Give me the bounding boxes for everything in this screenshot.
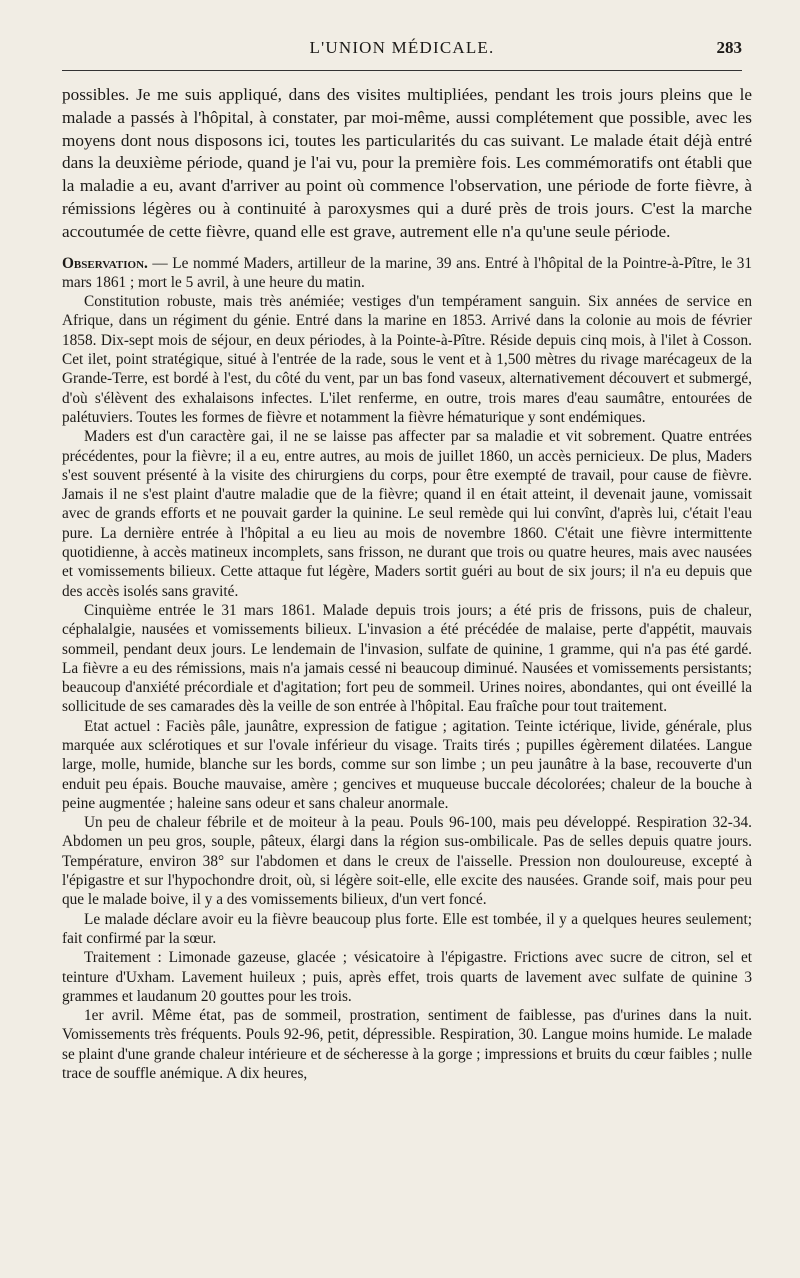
paragraph-history: Maders est d'un caractère gai, il ne se laisse pas affecter par sa maladie et vit sobrement. Quatre entrées précédentes, pour la fièvre; il a eu, entre autres, au mois de juillet 1860, un accès pernicieux. De plus, Maders s'est souvent présenté à la visite des chirurgiens du corps, pour être exempté de travail, pour cause de fièvre. Jamais il ne s'est plaint d'autre maladie que de la fièvre; quand il en était atteint, il devenait jaune, vomissait avec de grands efforts et ne pouvait garder la quinine. Le seul remède qui lui convînt, d'après lui, c'était l'eau pure. La dernière entrée à l'hôpital a eu lieu au mois de novembre 1860. C'était une fièvre intermittente quotidienne, à accès matineux incomplets, sans frisson, ne durant que trois ou quatre heures, mais avec nausées et vomissements bilieux. Cette attaque fut légère, Maders sortit guéri au bout de six jours; il n'a eu depuis que des accès isolés sans gravité. [62, 428, 752, 600]
page-body [62, 84, 752, 1268]
observation-text: — Le nommé Maders, artilleur de la marine, 39 ans. Entré à l'hôpital de la Pointre-à-Pître, le 31 mars 1861 ; mort le 5 avril, à une heure du matin. [62, 254, 752, 291]
paragraph-constitution: Constitution robuste, mais très anémiée; vestiges d'un tempérament sanguin. Six années de service en Afrique, dans un régiment du génie. Entré dans la marine en 1853. Arrivé dans la colonie au mois de février 1858. Dix-sept mois de séjour, en deux périodes, à la Pointe-à-Pître. Réside depuis cinq mois, à l'ilet à Cosson. Cet ilet, point stratégique, situé à l'entrée de la rade, sous le vent et à 1,500 mètres du rivage marécageux de la Grande-Terre, est bordé à l'est, du côté du vent, par un bas fond vaseux, alternativement découvert et submergé, d'où s'élèvent des exhalaisons infectes. L'ilet renferme, en outre, trois mares d'eau saumâtre, entourées de palétuviers. Toutes les formes de fièvre et notamment la fièvre hématurique y sont endémiques. [62, 293, 752, 426]
page-header [62, 38, 742, 66]
paragraph-fever: Un peu de chaleur fébrile et de moiteur à la peau. Pouls 96-100, mais peu développé. Respiration 32-34. Abdomen un peu gros, souple, pâteux, élargi dans la région sus-ombilicale. Pas de selles depuis quatre jours. Température, environ 38° sur l'abdomen et dans le creux de l'aisselle. Pression non douloureuse, excepté à l'épigastre et sur l'hypochondre droit, où, si légère soit-elle, elle excite des nausées. Grande soif, mais pour peu que le malade boive, il y a des vomissements bilieux, d'un vert foncé. [62, 814, 752, 909]
observation-label: Observation. [62, 254, 148, 272]
intro-paragraph: possibles. Je me suis appliqué, dans des visites multipliées, pendant les trois jours pleins que le malade a passés à l'hôpital, à constater, par moi-même, aussi complétement que possible, avec les moyens dont nous disposons ici, toutes les particularités du cas suivant. Le malade était déjà entré dans la deuxième période, quand je l'ai vu, pour la première fois. Les commémoratifs ont établi que la maladie a eu, avant d'arriver au point où commence l'observation, une période de forte fièvre, à rémissions légères ou à continuité à paroxysmes qui a duré près de trois jours. C'est la marche accoutumée de cette fièvre, quand elle est grave, autrement elle n'a qu'une seule période. [62, 85, 752, 241]
observation-heading-paragraph [62, 254, 752, 293]
paragraph-fifth-entry: Cinquième entrée le 31 mars 1861. Malade depuis trois jours; a été pris de frissons, puis de chaleur, céphalalgie, nausées et vomissements bilieux. L'invasion a été précédée de malaise, perte d'appétit, mauvais sommeil, pendant deux jours. Le lendemain de l'invasion, sulfate de quinine, 1 gramme, qui n'a pas été gardé. La fièvre a eu des rémissions, mais n'a jamais cessé ni beaucoup diminué. Nausées et vomissements persistants; beaucoup d'anxiété précordiale et d'agitation; fort peu de sommeil. Urines noires, abondantes, qui ont éveillé la sollicitude de ses camarades dès la veille de son entrée à l'hôpital. Eau fraîche pour tout traitement. [62, 601, 752, 716]
paragraph-april-first: 1er avril. Même état, pas de sommeil, prostration, sentiment de faiblesse, pas d'urines dans la nuit. Vomissements très fréquents. Pouls 92-96, petit, dépressible. Respiration, 30. Langue moins humide. Le malade se plaint d'une grande chaleur intérieure et de sécheresse à la gorge ; impressions et bruits du cœur faibles ; nulle trace de souffle anémique. A dix heures, [62, 1007, 752, 1083]
running-title: L'UNION MÉDICALE. [309, 38, 495, 57]
page-number: 283 [716, 38, 742, 57]
paragraph-treatment: Traitement : Limonade gazeuse, glacée ; vésicatoire à l'épigastre. Frictions avec sucre de citron, sel et teinture d'Uxham. Lavement huileux ; puis, après effet, trois quarts de lavement avec sulfate de quinine 3 grammes et laudanum 20 gouttes pour les trois. [62, 949, 752, 1005]
header-rule [62, 70, 742, 71]
paragraph-declaration: Le malade déclare avoir eu la fièvre beaucoup plus forte. Elle est tombée, il y a quelques heures seulement; fait confirmé par la sœur. [62, 910, 752, 947]
paragraph-current-state: Etat actuel : Faciès pâle, jaunâtre, expression de fatigue ; agitation. Teinte ictérique, livide, générale, plus marquée aux sclérotiques et sur l'ovale inférieur du visage. Traits tirés ; pupilles égèrement dilatées. Langue large, molle, humide, blanche sur les bords, comme sur son limbe ; un peu jaunâtre à la base, recouverte d'un enduit peu épais. Bouche mauvaise, amère ; gencives et muqueuse buccale décolorées; chaleur de la bouche à peine augmentée ; haleine sans odeur et sans chaleur anormale. [62, 717, 752, 812]
